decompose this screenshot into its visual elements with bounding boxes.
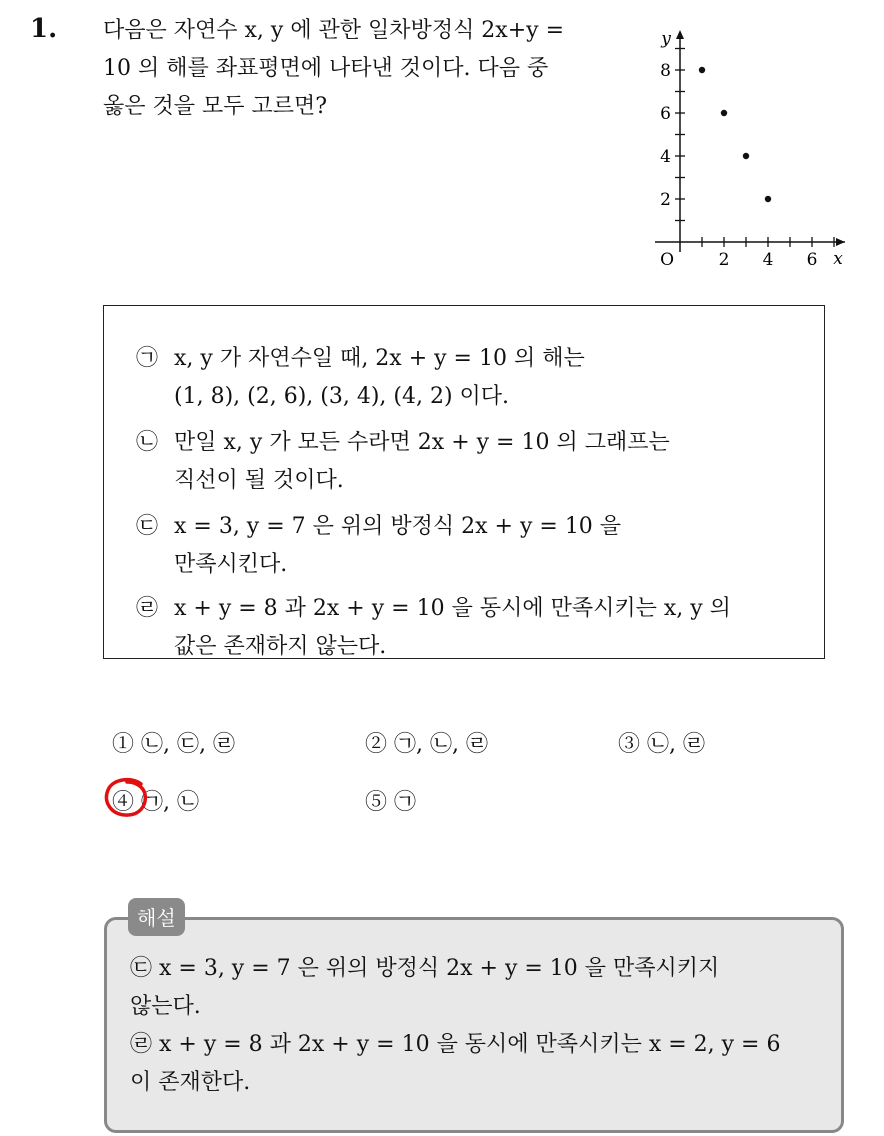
question-line: 옳은 것을 모두 고르면? xyxy=(103,94,328,119)
statement-text-cont: 만족시킨다. xyxy=(174,552,288,577)
choice-2[interactable]: ② ㉠, ㉡, ㉣ xyxy=(365,732,488,757)
statement-text: x = 3, y = 7 은 위의 방정식 2x + y = 10 을 xyxy=(174,514,622,539)
x-tick-label: 6 xyxy=(806,250,818,270)
solution-tag: 해설 xyxy=(128,898,185,936)
data-point xyxy=(743,153,749,159)
y-axis-label: y xyxy=(661,29,671,49)
answer-circle-annotation xyxy=(103,776,151,820)
statement-text-cont: (1, 8), (2, 6), (3, 4), (4, 2) 이다. xyxy=(174,384,510,409)
statement-4 xyxy=(136,590,731,666)
solution-text xyxy=(130,950,830,1102)
data-point xyxy=(765,196,771,202)
statement-text: 만일 x, y 가 모든 수라면 2x + y = 10 의 그래프는 xyxy=(174,430,670,455)
x-axis-label: x xyxy=(833,249,843,269)
choice-3[interactable]: ③ ㉡, ㉣ xyxy=(618,732,705,757)
statements-box xyxy=(103,305,825,659)
statement-mark: ㉣ xyxy=(136,596,159,621)
choice-4[interactable]: ④ ㉠, ㉡ xyxy=(112,790,199,815)
statement-2 xyxy=(136,424,670,500)
y-tick-label: 6 xyxy=(660,104,671,124)
statement-text-cont: 직선이 될 것이다. xyxy=(174,468,344,493)
question-line: 10 의 해를 좌표평면에 나타낸 것이다. 다음 중 xyxy=(103,56,549,81)
solution-scatter-plot xyxy=(640,22,855,272)
y-axis-arrow xyxy=(676,30,684,39)
statement-3 xyxy=(136,508,621,584)
y-tick-label: 2 xyxy=(660,190,671,210)
question-line: 다음은 자연수 x, y 에 관한 일차방정식 2x+y = xyxy=(103,18,565,43)
statement-text-cont: 값은 존재하지 않는다. xyxy=(174,634,387,659)
statement-mark: ㉡ xyxy=(136,430,159,455)
y-tick-label: 4 xyxy=(660,147,671,167)
question-number: 1. xyxy=(30,14,58,44)
solution-line: 이 존재한다. xyxy=(130,1070,251,1095)
question-text xyxy=(103,12,633,126)
x-tick-label: 4 xyxy=(762,250,774,270)
x-tick-label: 2 xyxy=(718,250,730,270)
data-point xyxy=(721,110,727,116)
choice-1[interactable]: ① ㉡, ㉢, ㉣ xyxy=(112,732,235,757)
solution-line: ㉢ x = 3, y = 7 은 위의 방정식 2x + y = 10 을 만족시키지 xyxy=(130,956,720,981)
statement-1 xyxy=(136,340,585,416)
x-axis-arrow xyxy=(836,238,845,246)
statement-mark: ㉠ xyxy=(136,346,159,371)
statement-text: x + y = 8 과 2x + y = 10 을 동시에 만족시키는 x, y 의 xyxy=(174,596,731,621)
statement-text: x, y 가 자연수일 때, 2x + y = 10 의 해는 xyxy=(174,346,585,371)
choice-5[interactable]: ⑤ ㉠ xyxy=(365,790,416,815)
plot-layer xyxy=(655,29,845,270)
origin-label: O xyxy=(660,250,674,270)
y-tick-label: 8 xyxy=(660,61,671,81)
solution-line: ㉣ x + y = 8 과 2x + y = 10 을 동시에 만족시키는 x = 2, y = 6 xyxy=(130,1032,781,1057)
solution-line: 않는다. xyxy=(130,994,201,1019)
data-point xyxy=(699,67,705,73)
statement-mark: ㉢ xyxy=(136,514,159,539)
